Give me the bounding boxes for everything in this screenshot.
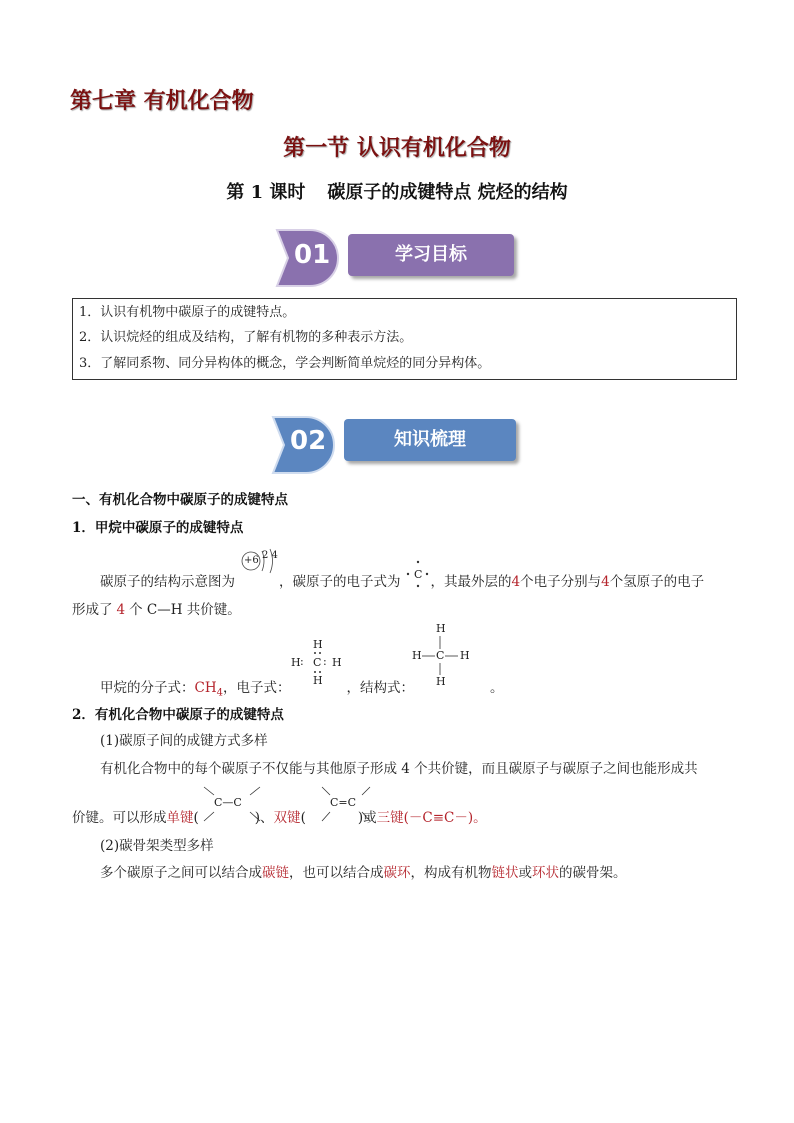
electron-formula-c: C: [414, 568, 423, 581]
subheading-bonding: (1)碳原子间的成键方式多样: [100, 733, 268, 749]
text: 形成了: [72, 602, 113, 618]
carbon-ring-term: 碳环: [383, 865, 411, 881]
text: 或: [518, 865, 532, 881]
text: 甲烷的分子式：: [100, 680, 195, 696]
chapter-title: 第七章 有机化合物: [70, 89, 254, 114]
heading-1-2: 2．有机化合物中碳原子的成键特点: [72, 707, 284, 723]
text: 个电子分别与: [520, 574, 602, 590]
formula-subscript: 4: [216, 687, 223, 699]
goal-item: 3．了解同系物、同分异构体的概念，学会判断简单烷烃的同分异构体。: [79, 356, 491, 371]
text: ，其最外层的: [430, 574, 512, 590]
text: 的碳骨架。: [559, 865, 627, 881]
triple-bond-formula: (－C≡C－)。: [403, 810, 487, 826]
text: (: [193, 810, 199, 826]
text: 多个碳原子之间可以结合成: [100, 865, 262, 881]
valence-count: 4: [511, 574, 521, 590]
goal-item: 2．认识烷烃的组成及结构，了解有机物的多种表示方法。: [79, 330, 413, 345]
banner-label: 学习目标: [348, 234, 514, 276]
bond-count: 4: [116, 602, 126, 618]
heading-1: 一、有机化合物中碳原子的成键特点: [72, 492, 288, 508]
hydrogen-count: 4: [601, 574, 610, 590]
paragraph-carbon-line2: [72, 598, 241, 618]
atom-c: C: [436, 649, 445, 662]
text: 价键。可以形成: [72, 810, 167, 826]
lesson-prefix: 第 1 课时: [226, 182, 306, 203]
text: ，碳原子的电子式为: [279, 574, 401, 590]
lesson-title: [0, 178, 794, 204]
atom-h: H: [291, 656, 301, 669]
text: 碳原子的结构示意图为: [100, 574, 235, 590]
single-bond-formula: C—C: [214, 796, 242, 809]
double-bond-term: 双键: [273, 810, 301, 826]
atom-c: C: [313, 656, 322, 669]
electron-pair: :: [300, 655, 304, 668]
atom-h: H: [313, 638, 323, 651]
banner-number: 02: [290, 426, 327, 456]
atom-h: H: [460, 649, 470, 662]
text: ，结构式：: [346, 680, 414, 696]
banner-number: 01: [294, 240, 331, 270]
text: ，也可以结合成: [289, 865, 384, 881]
text: )或: [357, 810, 377, 826]
ring-like-term: 环状: [532, 865, 559, 881]
section-title: 第一节 认识有机化合物: [283, 136, 511, 161]
formula-main: CH: [194, 680, 217, 696]
atom-h: H: [313, 674, 323, 687]
paragraph-skeleton: [100, 861, 627, 881]
electron-shells: 2 4: [262, 550, 278, 561]
goal-item: 1．认识有机物中碳原子的成键特点。: [79, 305, 296, 320]
atom-h: H: [332, 656, 342, 669]
banner-label: 知识梳理: [344, 419, 516, 461]
electron-pair: :: [323, 655, 327, 668]
learning-goals-box: [72, 298, 737, 380]
banner-knowledge: [270, 415, 520, 475]
atom-h: H: [412, 649, 422, 662]
paragraph-carbon-line1: [100, 570, 704, 590]
chain-like-term: 链状: [491, 865, 519, 881]
heading-1-1: 1．甲烷中碳原子的成键特点: [72, 520, 244, 536]
single-bond-term: 单键: [166, 810, 194, 826]
text: 个 C—H 共价键。: [129, 602, 241, 618]
banner-learning-goals: [274, 228, 519, 288]
carbon-chain-term: 碳链: [262, 865, 289, 881]
paragraph-bonding-line1: 有机化合物中的每个碳原子不仅能与其他原子形成 4 个共价键，而且碳原子与碳原子之间也能形成共: [100, 761, 698, 777]
atom-h: H: [436, 622, 446, 635]
methane-line: [100, 676, 503, 699]
text: 个氢原子的电子: [609, 574, 705, 590]
paragraph-bonding-line2: [72, 806, 487, 826]
atom-h: H: [436, 675, 446, 688]
subheading-skeleton: (2)碳骨架类型多样: [100, 838, 214, 854]
nucleus-charge: +6: [244, 555, 259, 566]
text: )、: [254, 810, 274, 826]
text: ，电子式：: [222, 680, 291, 696]
lesson-topic: 碳原子的成键特点 烷烃的结构: [327, 182, 568, 203]
double-bond-formula: C=C: [330, 796, 357, 809]
text: ，构成有机物: [410, 865, 492, 881]
text: (: [300, 810, 306, 826]
methane-formula: [194, 680, 223, 699]
text: 。: [489, 680, 504, 696]
triple-bond-term: 三键: [376, 810, 404, 826]
